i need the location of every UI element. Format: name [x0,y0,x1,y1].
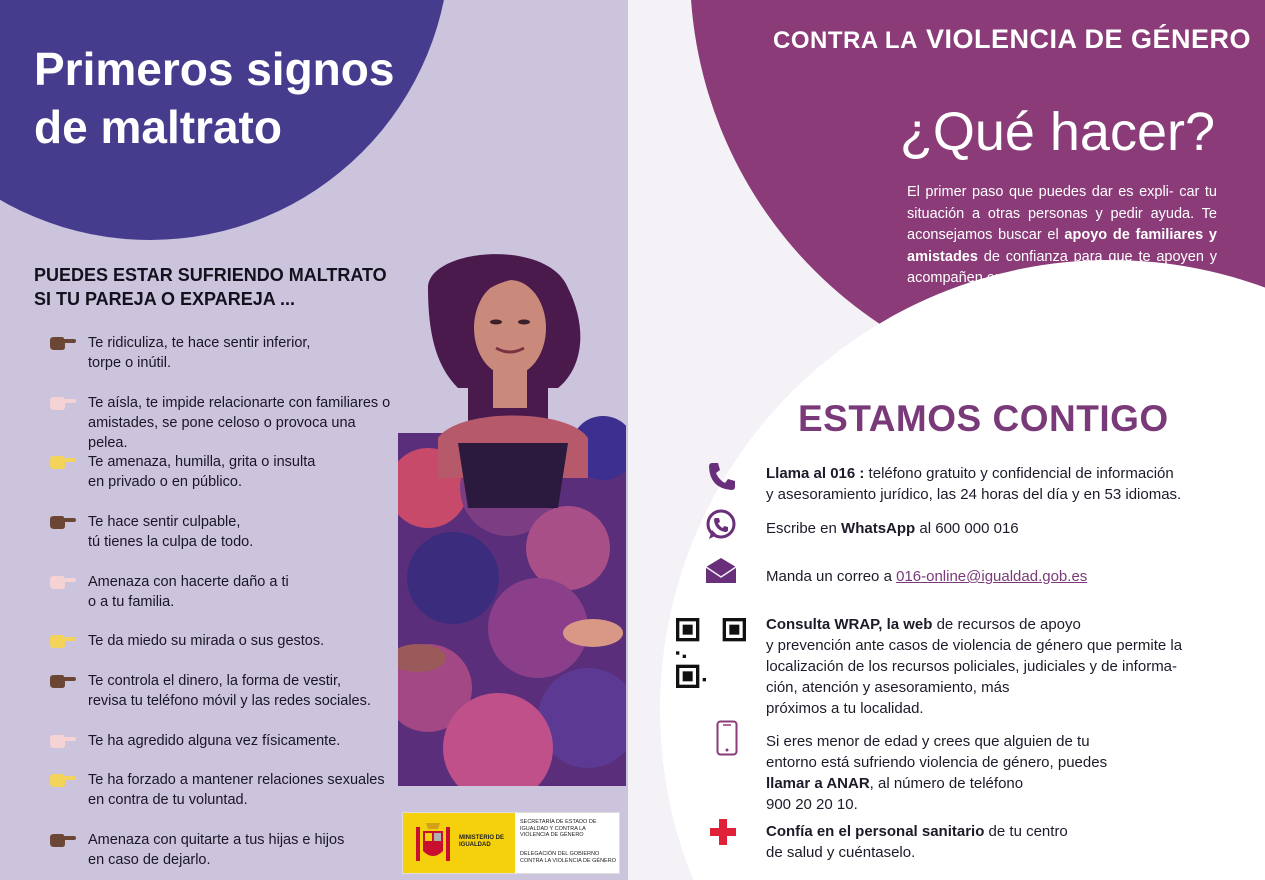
logo-secretary-text: SECRETARÍA DE ESTADO DE IGUALDAD Y CONTRA LA VIOLENCIA DE GÉNERO [520,819,597,838]
logo-ministry-text: MINISTERIO DE IGUALDAD [459,835,505,848]
sign-text [88,770,385,810]
anar-bold: llamar a ANAR [766,775,870,792]
pointing-hand-icon [48,732,76,750]
call-016-line2: y asesoramiento jurídico, las 24 horas del día y en 53 idiomas. [766,486,1182,503]
health-staff-bold: Confía en el personal sanitario [766,823,985,840]
health-staff-line2: de salud y cuéntaselo. [766,844,916,861]
phone-icon [706,460,738,492]
sign-line-1: Amenaza con hacerte daño a ti [88,574,289,590]
sign-text [88,731,340,751]
sign-text [88,671,371,711]
wrap-line4: ción, atención y asesoramiento, más [766,679,1010,696]
sign-text [88,393,393,453]
qr-code-icon[interactable] [676,618,746,688]
whatsapp-bold: WhatsApp [841,520,916,537]
campaign-title [773,24,1251,55]
sign-line-1: Te da miedo su mirada o sus gestos. [88,633,325,649]
sign-line-2: tú tienes la culpa de todo. [88,534,254,550]
wrap-line5: próximos a tu localidad. [766,700,924,717]
logo-yellow-panel [403,813,515,873]
sign-line-2: en caso de dejarlo. [88,852,211,868]
sign-item [48,512,393,552]
sign-line-1: Te ridiculiza, te hace sentir inferior, [88,335,311,351]
pointing-hand-icon [48,831,76,849]
sign-line-1: Te ha agredido alguna vez físicamente. [88,733,341,749]
logo-delegation-text: DELEGACIÓN DEL GOBIERNO CONTRA LA VIOLENCIA DE GÉNERO [520,851,616,864]
sign-item [48,572,393,612]
campaign-title-small: CONTRA LA [773,27,918,54]
pointing-hand-icon [48,334,76,352]
title-line-2: de maltrato [34,101,282,153]
sign-text [88,452,315,492]
email-pre: Manda un correo a [766,568,897,585]
sign-text [88,830,344,870]
sign-line-2: revisa tu teléfono móvil y las redes sociales. [88,693,371,709]
coat-of-arms-icon [413,821,453,865]
estamos-contigo-heading: ESTAMOS CONTIGO [798,398,1169,439]
envelope-icon [704,558,738,584]
que-hacer-heading: ¿Qué hacer? [899,102,1215,162]
sign-line-1: Te amenaza, humilla, grita o insulta [88,454,316,470]
wrap-line2: y prevención ante casos de violencia de género que permite la [766,637,1183,654]
sign-line-2: o a tu familia. [88,594,175,610]
call-016-info [766,463,1181,505]
campaign-title-big: VIOLENCIA DE GÉNERO [925,24,1251,54]
whatsapp-pre: Escribe en [766,520,842,537]
pointing-hand-icon [48,672,76,690]
sign-item [48,671,393,711]
health-staff-info [766,821,1068,863]
whatsapp-number: al 600 000 016 [915,520,1019,537]
anar-phone-number: 900 20 20 10. [766,796,858,813]
pointing-hand-icon [48,771,76,789]
sign-item [48,830,393,870]
sign-text [88,512,253,552]
sign-line-2: en contra de tu voluntad. [88,792,248,808]
pointing-hand-icon [48,453,76,471]
call-016-text: teléfono gratuito y confidencial de información [864,465,1174,482]
sign-item [48,631,393,651]
pointing-hand-icon [48,513,76,531]
whatsapp-icon [704,508,738,542]
sign-line-2: torpe o inútil. [88,355,172,371]
signs-heading-line-1: PUEDES ESTAR SUFRIENDO MALTRATO [34,265,387,285]
intro-text-last: momentos difíciles. [1092,291,1217,308]
red-cross-icon [708,817,738,847]
sign-line-1: Te ha forzado a mantener relaciones sexuales [88,772,385,788]
sign-line-1: Te aísla, te impide relacionarte con familiares o [88,395,391,411]
sign-item [48,393,393,453]
sign-item [48,770,393,810]
call-016-bold: Llama al 016 : [766,465,865,482]
sign-line-2: amistades, se pone celoso o provoca una pelea. [88,415,356,451]
anar-line3: , al número de teléfono [869,775,1024,792]
sign-text [88,572,289,612]
ministry-logo [402,812,620,874]
anar-info [766,731,1107,815]
intro-text-bold: apoyo de familiares y amistades [907,227,1217,265]
page-title [34,40,394,156]
mobile-phone-icon [716,720,738,756]
sign-item [48,452,393,492]
sign-text [88,631,324,651]
wrap-text: de recursos de apoyo [932,616,1081,633]
wrap-info [766,614,1182,719]
wrap-bold: Consulta WRAP, la web [766,616,933,633]
wrap-line3: localización de los recursos policiales, judiciales y de informa- [766,658,1178,675]
email-link[interactable]: 016-online@igualdad.gob.es [896,568,1088,585]
signs-heading-line-2: SI TU PAREJA O EXPAREJA ... [34,289,296,309]
email-info [766,566,1087,587]
whatsapp-info [766,518,1019,539]
signs-heading [34,263,387,311]
pointing-hand-icon [48,394,76,412]
anar-line1: Si eres menor de edad y crees que alguien de tu [766,733,1090,750]
sign-line-2: en privado o en público. [88,474,242,490]
sign-item [48,333,393,373]
intro-paragraph [907,182,1217,311]
sign-line-1: Te controla el dinero, la forma de vestir, [88,673,342,689]
pointing-hand-icon [48,573,76,591]
health-staff-text: de tu centro [984,823,1068,840]
sign-line-1: Amenaza con quitarte a tus hijas e hijos [88,832,345,848]
title-line-1: Primeros signos [34,43,395,95]
sign-item [48,731,393,751]
pointing-hand-icon [48,632,76,650]
sign-text [88,333,310,373]
sign-line-1: Te hace sentir culpable, [88,514,241,530]
anar-line2: entorno está sufriendo violencia de género, puedes [766,754,1108,771]
intro-text-b: de confianza para que te apoyen y acompañen en estos [907,248,1217,286]
intro-text-a: El primer paso que puedes dar es expli- car tu situación a otras personas y pedir ayuda. Te aconsejamos buscar el [907,184,1217,243]
women-illustration [398,248,626,786]
